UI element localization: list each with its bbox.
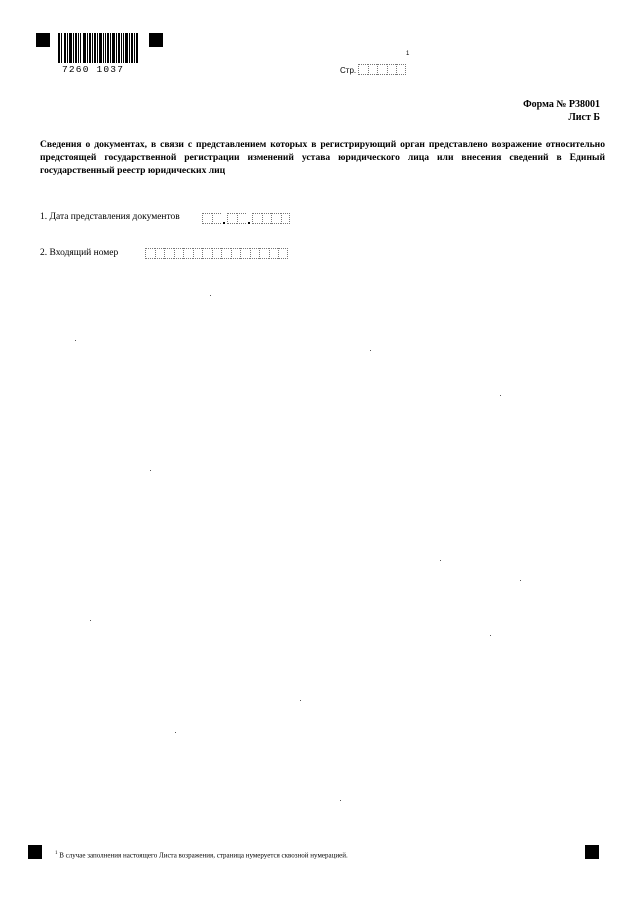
page-number-cells[interactable] xyxy=(358,64,406,75)
barcode-number: 7260 1037 xyxy=(62,64,125,75)
intro-text: Сведения о документах, в связи с представлением которых в регистрирующий орган представлено возражение относительно предстоящей государственной регистрации изменений устава юридического лица или внесения сведений в Единый государственный реестр юридических лиц xyxy=(40,139,605,176)
form-number: Форма № Р38001 xyxy=(523,99,600,110)
sheet-label: Лист Б xyxy=(568,112,600,123)
registration-marker-top-left xyxy=(36,33,50,47)
incoming-number-input[interactable] xyxy=(145,248,288,259)
submission-date-label: 1. Дата представления документов xyxy=(40,212,180,222)
page-footnote-mark: 1 xyxy=(406,51,410,57)
incoming-number-label: 2. Входящий номер xyxy=(40,248,119,258)
form-title xyxy=(523,98,600,124)
registration-marker-bottom-left xyxy=(28,845,42,859)
footnote xyxy=(55,851,348,859)
submission-date-input[interactable] xyxy=(202,213,290,224)
registration-marker-top-right xyxy=(149,33,163,47)
footnote-mark: 1 xyxy=(55,851,58,856)
barcode xyxy=(58,33,138,63)
footnote-text: В случае заполнения настоящего Листа возражения, страница нумеруется сквозной нумерацией. xyxy=(59,851,348,860)
registration-marker-bottom-right xyxy=(585,845,599,859)
page-label: Стр. xyxy=(340,66,357,75)
